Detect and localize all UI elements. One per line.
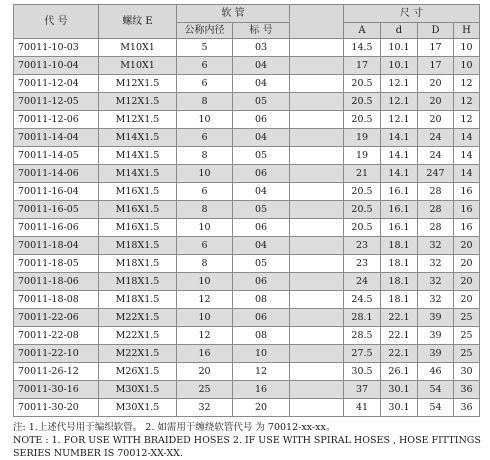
table-row <box>14 219 480 237</box>
cell-d: 12.1 <box>381 75 418 93</box>
cell-code: 70011-12-04 <box>14 75 99 93</box>
cell-bore: 8 <box>177 93 233 111</box>
cell-mark: 04 <box>233 57 290 75</box>
cell-A: 30.5 <box>344 363 381 381</box>
cell-thread: M26X1.5 <box>99 363 177 381</box>
cell-mark: 03 <box>233 39 290 57</box>
cell-thread: M30X1.5 <box>99 381 177 399</box>
table-row <box>14 129 480 147</box>
cell-d: 16.1 <box>381 201 418 219</box>
cell-D: 32 <box>418 237 454 255</box>
cell-d: 30.1 <box>381 399 418 417</box>
cell-code: 70011-18-04 <box>14 237 99 255</box>
cell-bore: 6 <box>177 75 233 93</box>
cell-thread: M12X1.5 <box>99 93 177 111</box>
cell-code: 70011-22-08 <box>14 327 99 345</box>
cell-A: 20.5 <box>344 75 381 93</box>
cell-thread: M14X1.5 <box>99 165 177 183</box>
cell-d: 14.1 <box>381 165 418 183</box>
cell-A: 20.5 <box>344 219 381 237</box>
cell-blank <box>290 345 344 363</box>
cell-mark: 06 <box>233 111 290 129</box>
cell-thread: M10X1 <box>99 57 177 75</box>
cell-mark: 04 <box>233 75 290 93</box>
cell-code: 70011-18-05 <box>14 255 99 273</box>
cell-thread: M12X1.5 <box>99 111 177 129</box>
header-hose: 软 管 <box>177 5 290 23</box>
table-row <box>14 363 480 381</box>
cell-D: 39 <box>418 345 454 363</box>
cell-mark: 06 <box>233 219 290 237</box>
spec-sheet <box>5 4 485 460</box>
cell-H: 12 <box>454 93 480 111</box>
cell-mark: 05 <box>233 201 290 219</box>
cell-H: 14 <box>454 147 480 165</box>
table-row <box>14 201 480 219</box>
cell-thread: M22X1.5 <box>99 309 177 327</box>
cell-D: 54 <box>418 399 454 417</box>
cell-H: 12 <box>454 111 480 129</box>
cell-H: 25 <box>454 309 480 327</box>
cell-H: 20 <box>454 255 480 273</box>
table-row <box>14 75 480 93</box>
header-d: d <box>381 23 418 39</box>
table-row <box>14 291 480 309</box>
cell-d: 14.1 <box>381 147 418 165</box>
cell-mark: 06 <box>233 165 290 183</box>
notes <box>13 421 483 460</box>
cell-bore: 6 <box>177 237 233 255</box>
cell-code: 70011-18-06 <box>14 273 99 291</box>
cell-mark: 08 <box>233 327 290 345</box>
cell-D: 32 <box>418 291 454 309</box>
cell-blank <box>290 201 344 219</box>
fitting-spec-table <box>13 4 480 417</box>
cell-blank <box>290 183 344 201</box>
cell-d: 16.1 <box>381 183 418 201</box>
cell-thread: M10X1 <box>99 39 177 57</box>
cell-bore: 8 <box>177 201 233 219</box>
cell-H: 36 <box>454 399 480 417</box>
cell-blank <box>290 75 344 93</box>
cell-bore: 12 <box>177 327 233 345</box>
cell-D: 24 <box>418 147 454 165</box>
header-blank <box>290 5 344 39</box>
cell-bore: 6 <box>177 183 233 201</box>
cell-H: 14 <box>454 129 480 147</box>
cell-H: 16 <box>454 183 480 201</box>
cell-H: 10 <box>454 57 480 75</box>
cell-code: 70011-18-08 <box>14 291 99 309</box>
cell-D: 39 <box>418 327 454 345</box>
cell-blank <box>290 147 344 165</box>
table-row <box>14 255 480 273</box>
cell-blank <box>290 111 344 129</box>
cell-blank <box>290 255 344 273</box>
cell-A: 14.5 <box>344 39 381 57</box>
cell-d: 30.1 <box>381 381 418 399</box>
cell-H: 36 <box>454 381 480 399</box>
cell-mark: 05 <box>233 255 290 273</box>
cell-bore: 10 <box>177 111 233 129</box>
cell-code: 70011-22-06 <box>14 309 99 327</box>
cell-mark: 08 <box>233 291 290 309</box>
cell-thread: M22X1.5 <box>99 345 177 363</box>
cell-bore: 10 <box>177 273 233 291</box>
cell-d: 26.1 <box>381 363 418 381</box>
cell-blank <box>290 381 344 399</box>
cell-thread: M18X1.5 <box>99 237 177 255</box>
cell-bore: 12 <box>177 291 233 309</box>
table-row <box>14 39 480 57</box>
cell-code: 70011-14-05 <box>14 147 99 165</box>
cell-A: 20.5 <box>344 111 381 129</box>
header-D: D <box>418 23 454 39</box>
cell-code: 70011-10-03 <box>14 39 99 57</box>
cell-d: 16.1 <box>381 219 418 237</box>
cell-code: 70011-26-12 <box>14 363 99 381</box>
cell-mark: 05 <box>233 93 290 111</box>
table-row <box>14 327 480 345</box>
cell-A: 41 <box>344 399 381 417</box>
cell-mark: 04 <box>233 237 290 255</box>
note-english-line-2: SERIES NUMBER IS 70012-XX-XX. <box>13 448 183 459</box>
cell-bore: 20 <box>177 363 233 381</box>
cell-blank <box>290 291 344 309</box>
cell-thread: M16X1.5 <box>99 201 177 219</box>
cell-d: 14.1 <box>381 129 418 147</box>
cell-H: 25 <box>454 345 480 363</box>
cell-code: 70011-16-06 <box>14 219 99 237</box>
cell-mark: 04 <box>233 183 290 201</box>
table-row <box>14 381 480 399</box>
cell-H: 25 <box>454 327 480 345</box>
cell-code: 70011-10-04 <box>14 57 99 75</box>
cell-blank <box>290 39 344 57</box>
cell-H: 16 <box>454 219 480 237</box>
table-row <box>14 57 480 75</box>
cell-bore: 8 <box>177 255 233 273</box>
cell-bore: 8 <box>177 147 233 165</box>
cell-H: 14 <box>454 165 480 183</box>
cell-mark: 20 <box>233 399 290 417</box>
cell-d: 18.1 <box>381 255 418 273</box>
cell-D: 28 <box>418 201 454 219</box>
cell-blank <box>290 399 344 417</box>
cell-A: 17 <box>344 57 381 75</box>
cell-blank <box>290 219 344 237</box>
cell-A: 28.1 <box>344 309 381 327</box>
cell-mark: 10 <box>233 345 290 363</box>
cell-D: 17 <box>418 39 454 57</box>
table-row <box>14 273 480 291</box>
header-nominal-bore: 公称内径 <box>177 23 233 39</box>
cell-code: 70011-16-04 <box>14 183 99 201</box>
note-chinese: 注: 1.上述代号用于编织软管。 2. 如需用于缠绕软管代号 为 70012-xx-xx。 <box>13 422 336 433</box>
cell-A: 20.5 <box>344 201 381 219</box>
cell-D: 46 <box>418 363 454 381</box>
cell-H: 12 <box>454 75 480 93</box>
table-row <box>14 93 480 111</box>
cell-thread: M18X1.5 <box>99 255 177 273</box>
cell-A: 24 <box>344 273 381 291</box>
table-row <box>14 237 480 255</box>
cell-d: 22.1 <box>381 309 418 327</box>
cell-H: 30 <box>454 363 480 381</box>
table-row <box>14 399 480 417</box>
cell-d: 10.1 <box>381 57 418 75</box>
cell-d: 22.1 <box>381 327 418 345</box>
cell-A: 19 <box>344 147 381 165</box>
cell-H: 16 <box>454 201 480 219</box>
cell-mark: 06 <box>233 273 290 291</box>
table-row <box>14 309 480 327</box>
cell-d: 18.1 <box>381 273 418 291</box>
cell-bore: 16 <box>177 345 233 363</box>
cell-H: 20 <box>454 237 480 255</box>
cell-mark: 04 <box>233 129 290 147</box>
header-mark: 标 号 <box>233 23 290 39</box>
cell-blank <box>290 327 344 345</box>
cell-d: 22.1 <box>381 345 418 363</box>
cell-A: 37 <box>344 381 381 399</box>
note-english-line-1: NOTE : 1. FOR USE WITH BRAIDED HOSES 2. IF USE WITH SPIRAL HOSES , HOSE FITTINGS <box>13 435 481 446</box>
table-row <box>14 111 480 129</box>
cell-bore: 10 <box>177 309 233 327</box>
cell-thread: M12X1.5 <box>99 75 177 93</box>
cell-A: 24.5 <box>344 291 381 309</box>
cell-A: 19 <box>344 129 381 147</box>
cell-d: 12.1 <box>381 111 418 129</box>
cell-H: 20 <box>454 291 480 309</box>
cell-code: 70011-30-16 <box>14 381 99 399</box>
cell-D: 20 <box>418 75 454 93</box>
cell-bore: 5 <box>177 39 233 57</box>
cell-code: 70011-12-06 <box>14 111 99 129</box>
table-header-row <box>14 5 480 23</box>
cell-d: 12.1 <box>381 93 418 111</box>
table-body <box>14 39 480 417</box>
cell-blank <box>290 309 344 327</box>
cell-D: 28 <box>418 219 454 237</box>
cell-D: 54 <box>418 381 454 399</box>
cell-bore: 10 <box>177 165 233 183</box>
cell-H: 20 <box>454 273 480 291</box>
cell-D: 28 <box>418 183 454 201</box>
header-H: H <box>454 23 480 39</box>
table-row <box>14 183 480 201</box>
cell-A: 23 <box>344 237 381 255</box>
cell-A: 21 <box>344 165 381 183</box>
table-row <box>14 345 480 363</box>
table-row <box>14 165 480 183</box>
cell-D: 20 <box>418 111 454 129</box>
cell-A: 27.5 <box>344 345 381 363</box>
header-thread: 螺纹 E <box>99 5 177 39</box>
cell-blank <box>290 237 344 255</box>
cell-thread: M16X1.5 <box>99 183 177 201</box>
cell-bore: 32 <box>177 399 233 417</box>
cell-code: 70011-22-10 <box>14 345 99 363</box>
table-row <box>14 147 480 165</box>
cell-d: 18.1 <box>381 237 418 255</box>
cell-D: 247 <box>418 165 454 183</box>
cell-blank <box>290 129 344 147</box>
cell-A: 20.5 <box>344 93 381 111</box>
cell-D: 32 <box>418 255 454 273</box>
cell-bore: 6 <box>177 57 233 75</box>
cell-code: 70011-12-05 <box>14 93 99 111</box>
cell-A: 23 <box>344 255 381 273</box>
cell-A: 20.5 <box>344 183 381 201</box>
cell-D: 24 <box>418 129 454 147</box>
cell-D: 20 <box>418 93 454 111</box>
cell-blank <box>290 57 344 75</box>
cell-thread: M30X1.5 <box>99 399 177 417</box>
cell-thread: M14X1.5 <box>99 129 177 147</box>
cell-D: 17 <box>418 57 454 75</box>
cell-code: 70011-16-05 <box>14 201 99 219</box>
cell-blank <box>290 93 344 111</box>
cell-blank <box>290 273 344 291</box>
cell-thread: M22X1.5 <box>99 327 177 345</box>
cell-d: 18.1 <box>381 291 418 309</box>
cell-mark: 12 <box>233 363 290 381</box>
cell-H: 10 <box>454 39 480 57</box>
cell-thread: M18X1.5 <box>99 273 177 291</box>
cell-thread: M18X1.5 <box>99 291 177 309</box>
header-code: 代 号 <box>14 5 99 39</box>
header-A: A <box>344 23 381 39</box>
cell-mark: 06 <box>233 309 290 327</box>
cell-thread: M16X1.5 <box>99 219 177 237</box>
cell-code: 70011-14-06 <box>14 165 99 183</box>
cell-bore: 25 <box>177 381 233 399</box>
header-size: 尺 寸 <box>344 5 480 23</box>
cell-d: 10.1 <box>381 39 418 57</box>
cell-bore: 10 <box>177 219 233 237</box>
cell-blank <box>290 363 344 381</box>
cell-code: 70011-14-04 <box>14 129 99 147</box>
cell-code: 70011-30-20 <box>14 399 99 417</box>
cell-blank <box>290 165 344 183</box>
cell-mark: 16 <box>233 381 290 399</box>
cell-bore: 6 <box>177 129 233 147</box>
cell-mark: 05 <box>233 147 290 165</box>
cell-D: 32 <box>418 273 454 291</box>
cell-A: 28.5 <box>344 327 381 345</box>
cell-D: 39 <box>418 309 454 327</box>
cell-thread: M14X1.5 <box>99 147 177 165</box>
